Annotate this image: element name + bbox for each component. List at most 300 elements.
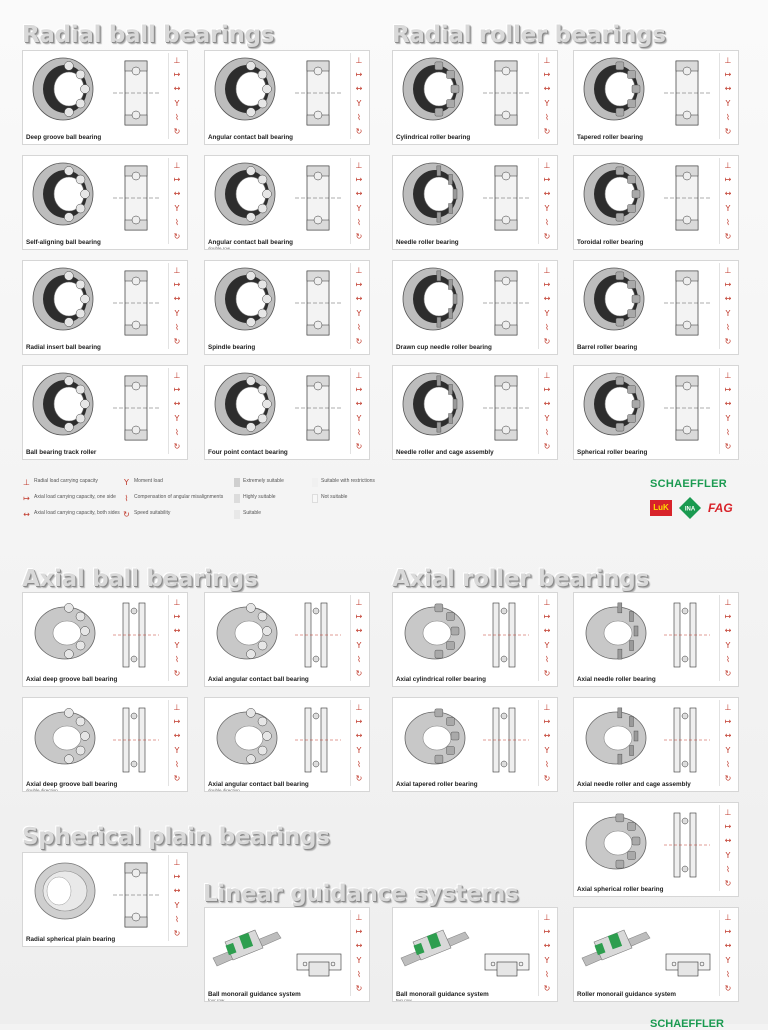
axial-load-one-icon: ↦ <box>543 279 551 289</box>
bearing-card <box>392 592 558 687</box>
speed-icon: ↻ <box>724 879 732 889</box>
radial-load-icon: ⊥ <box>173 265 181 275</box>
moment-icon: Y <box>356 413 362 423</box>
bearing-cross-section <box>291 599 347 671</box>
section-title-axial-ball: Axial ball bearings <box>22 566 258 592</box>
radial-load-icon: ⊥ <box>173 597 181 607</box>
suitability-icons <box>350 368 367 454</box>
speed-icon: ↻ <box>355 984 363 994</box>
bearing-label: Spindle bearing <box>208 344 256 351</box>
bearing-cross-section <box>660 372 716 444</box>
moment-icon: Y <box>174 745 180 755</box>
axial-load-both-icon: ↔ <box>355 731 363 741</box>
moment-icon: Y <box>725 308 731 318</box>
bearing-label: Four point contact bearing <box>208 449 288 456</box>
bearing-label: Spherical roller bearing <box>577 449 648 456</box>
bearing-label: Needle roller and cage assembly <box>396 449 494 456</box>
radial-load-icon: ⊥ <box>355 912 363 922</box>
legend-extremely: Extremely suitable <box>234 478 344 487</box>
bearing-photo <box>399 370 471 438</box>
speed-icon: ↻ <box>543 774 551 784</box>
axial-load-both-icon: ↔ <box>724 189 732 199</box>
bearing-card <box>22 697 188 792</box>
misalignment-icon: ⌇ <box>726 759 730 769</box>
bearing-label: Cylindrical roller bearing <box>396 134 471 141</box>
suitability-icons <box>538 53 555 139</box>
axial-load-one-icon: ↦ <box>724 384 732 394</box>
bearing-card <box>573 592 739 687</box>
axial-load-one-icon: ↦ <box>543 384 551 394</box>
bearing-photo <box>399 912 471 980</box>
axial-load-both-icon: ↔ <box>355 399 363 409</box>
bearing-photo <box>580 597 652 665</box>
bearing-cross-section <box>660 599 716 671</box>
bearing-label: Self-aligning ball bearing <box>26 239 101 246</box>
legend <box>22 476 382 526</box>
radial-load-icon: ⊥ <box>724 265 732 275</box>
bearing-label: Tapered roller bearing <box>577 134 644 141</box>
moment-icon: Y <box>544 745 550 755</box>
axial-load-both-icon: ↔ <box>724 294 732 304</box>
moment-icon: Y <box>725 850 731 860</box>
misalignment-icon: ⌇ <box>175 217 179 227</box>
suitability-icons <box>719 700 736 786</box>
radial-load-icon: ⊥ <box>724 702 732 712</box>
suitability-icons <box>168 855 185 941</box>
suitability-icons <box>719 263 736 349</box>
bearing-cross-section <box>479 704 535 776</box>
bearing-sublabel: double row <box>208 246 231 250</box>
suitability-icons <box>538 158 555 244</box>
bearing-cross-section <box>109 162 165 234</box>
brand-logos <box>650 496 733 520</box>
bearing-card <box>22 852 188 947</box>
swatch-restrictions <box>312 478 318 487</box>
axial-load-both-icon: ↔ <box>543 189 551 199</box>
bearing-cross-section <box>479 372 535 444</box>
axial-load-both-icon: ↔ <box>355 84 363 94</box>
axial-load-one-icon: ↦ <box>724 716 732 726</box>
suitability-icons <box>538 595 555 681</box>
radial-load-icon: ⊥ <box>724 912 732 922</box>
radial-load-icon: ⊥ <box>173 370 181 380</box>
axial-load-one-icon: ↦ <box>355 611 363 621</box>
speed-icon: ↻ <box>173 127 181 137</box>
speed-icon: ↻ <box>543 232 551 242</box>
suitability-icons <box>538 910 555 996</box>
bearing-photo <box>211 55 283 123</box>
speed-icon: ↻ <box>355 232 363 242</box>
bearing-card <box>22 50 188 145</box>
bearing-sublabel: double direction <box>208 788 240 792</box>
bearing-label: Ball monorail guidance system <box>396 991 489 998</box>
suitability-icons <box>168 700 185 786</box>
moment-icon: Y <box>174 640 180 650</box>
speed-icon: ↻ <box>724 232 732 242</box>
moment-icon: Y <box>174 203 180 213</box>
axial-load-one-icon: ↦ <box>173 174 181 184</box>
radial-load-icon: ⊥ <box>355 370 363 380</box>
misalignment-icon: ⌇ <box>545 759 549 769</box>
radial-load-icon: ⊥ <box>355 597 363 607</box>
bearing-label: Deep groove ball bearing <box>26 134 102 141</box>
moment-icon: Y <box>725 640 731 650</box>
moment-icon: Y <box>356 745 362 755</box>
moment-icon: Y <box>544 413 550 423</box>
speed-icon: ↻ <box>355 337 363 347</box>
bearing-photo <box>211 265 283 333</box>
misalignment-icon: ⌇ <box>545 427 549 437</box>
misalignment-icon: ⌇ <box>175 322 179 332</box>
bearing-photo <box>399 55 471 123</box>
misalignment-icon: ⌇ <box>175 759 179 769</box>
bearing-cross-section <box>291 914 347 986</box>
bearing-sublabel: four row <box>208 998 225 1002</box>
section-title-axial-roller: Axial roller bearings <box>392 566 649 592</box>
speed-icon: ↻ <box>543 984 551 994</box>
bearing-photo <box>211 370 283 438</box>
moment-icon: Y <box>725 413 731 423</box>
speed-icon: ↻ <box>355 669 363 679</box>
bearing-label: Toroidal roller bearing <box>577 239 644 246</box>
legend-speed: ↻ Speed suitability <box>123 510 171 519</box>
bearing-label: Ball monorail guidance system <box>208 991 301 998</box>
suitability-icons <box>719 595 736 681</box>
bearing-photo <box>29 370 101 438</box>
bearing-photo <box>29 702 101 770</box>
axial-load-one-icon: ↦ <box>724 279 732 289</box>
bearing-card <box>573 365 739 460</box>
radial-load-icon: ⊥ <box>173 857 181 867</box>
bearing-label: Barrel roller bearing <box>577 344 638 351</box>
axial-load-one-icon: ↦ <box>355 69 363 79</box>
bearing-card <box>573 697 739 792</box>
speed-icon: ↻ <box>543 337 551 347</box>
bearing-cross-section <box>291 162 347 234</box>
svg-text:INA: INA <box>684 506 696 513</box>
moment-icon: Y <box>725 203 731 213</box>
bearing-sublabel: double direction <box>26 788 58 792</box>
section-title-spherical-plain: Spherical plain bearings <box>22 824 330 850</box>
bearing-cross-section <box>479 267 535 339</box>
bearing-card <box>573 50 739 145</box>
misalignment-icon: ⌇ <box>726 322 730 332</box>
suitability-icons <box>719 158 736 244</box>
radial-load-icon: ⊥ <box>543 912 551 922</box>
bearing-card <box>392 365 558 460</box>
bearing-card <box>22 155 188 250</box>
axial-load-one-icon: ↦ <box>355 926 363 936</box>
axial-load-both-icon: ↔ <box>543 626 551 636</box>
bearing-card <box>22 260 188 355</box>
bearing-label: Axial angular contact ball bearing <box>208 781 309 788</box>
misalignment-icon: ⌇ <box>726 864 730 874</box>
bearing-cross-section <box>291 372 347 444</box>
bearing-label: Roller monorail guidance system <box>577 991 677 998</box>
axial-load-both-icon: ↔ <box>543 294 551 304</box>
bearing-card <box>204 907 370 1002</box>
misalignment-icon: ⌇ <box>357 759 361 769</box>
misalignment-icon: ⌇ <box>726 427 730 437</box>
bearing-cross-section <box>660 704 716 776</box>
radial-load-icon: ⊥ <box>724 597 732 607</box>
axial-load-both-icon: ↔ <box>355 941 363 951</box>
moment-icon: Y <box>356 203 362 213</box>
axial-load-one-icon: ↦ <box>173 871 181 881</box>
bearing-card <box>204 592 370 687</box>
misalignment-icon: ⌇ <box>175 914 179 924</box>
ina-logo <box>678 496 702 520</box>
bearing-cross-section <box>479 599 535 671</box>
axial-load-both-icon: ↔ <box>724 626 732 636</box>
radial-load-icon: ⊥ <box>543 160 551 170</box>
section-title-radial-roller: Radial roller bearings <box>392 22 666 48</box>
axial-load-both-icon: ↔ <box>173 626 181 636</box>
legend-axial-both: ↔ Axial load carrying capacity, both sides <box>23 510 120 519</box>
speed-icon: ↻ <box>355 442 363 452</box>
speed-icon: ↻ <box>173 669 181 679</box>
axial-load-one-icon: ↦ <box>543 716 551 726</box>
swatch-not <box>312 494 318 503</box>
axial-load-both-icon: ↔ <box>543 84 551 94</box>
axial-load-one-icon: ↦ <box>173 279 181 289</box>
moment-icon: Y <box>725 745 731 755</box>
misalignment-icon: ⌇ <box>545 654 549 664</box>
suitability-icons <box>538 263 555 349</box>
speed-icon: ↻ <box>543 127 551 137</box>
bearing-photo <box>399 702 471 770</box>
axial-load-both-icon: ↔ <box>724 84 732 94</box>
bearing-photo <box>580 807 652 875</box>
bearing-photo <box>580 912 652 980</box>
swatch-extremely <box>234 478 240 487</box>
bearing-photo <box>580 265 652 333</box>
suitability-icons <box>168 368 185 454</box>
legend-restrictions: Suitable with restrictions <box>312 478 422 487</box>
suitability-icons <box>719 805 736 891</box>
misalignment-icon: ⌇ <box>175 654 179 664</box>
moment-icon: Y <box>124 478 129 487</box>
speed-icon: ↻ <box>173 774 181 784</box>
suitability-icons <box>719 53 736 139</box>
bearing-photo <box>211 912 283 980</box>
legend-compensation: ⌇ Compensation of angular misalignments <box>122 494 232 503</box>
bearing-label: Axial cylindrical roller bearing <box>396 676 486 683</box>
axial-load-both-icon: ↔ <box>173 84 181 94</box>
bearing-label: Axial spherical roller bearing <box>577 886 664 893</box>
suitability-icons <box>168 595 185 681</box>
bearing-card <box>392 260 558 355</box>
bearing-photo <box>399 265 471 333</box>
speed-icon: ↻ <box>173 232 181 242</box>
moment-icon: Y <box>544 955 550 965</box>
misalignment-icon: ⌇ <box>726 654 730 664</box>
radial-load-icon: ⊥ <box>724 160 732 170</box>
speed-icon: ↻ <box>724 442 732 452</box>
bearing-label: Axial tapered roller bearing <box>396 781 478 788</box>
axial-load-one-icon: ↦ <box>724 821 732 831</box>
axial-load-both-icon: ↔ <box>724 731 732 741</box>
bearing-photo <box>29 265 101 333</box>
bearing-card <box>204 155 370 250</box>
misalignment-icon: ⌇ <box>726 969 730 979</box>
bearing-photo <box>29 55 101 123</box>
misalignment-icon: ⌇ <box>357 969 361 979</box>
bearing-card <box>22 592 188 687</box>
axial-load-both-icon: ↔ <box>724 836 732 846</box>
moment-icon: Y <box>174 413 180 423</box>
bearing-cross-section <box>109 57 165 129</box>
radial-load-icon: ⊥ <box>23 478 30 487</box>
axial-load-both-icon: ↔ <box>724 399 732 409</box>
bearing-card <box>392 907 558 1002</box>
misalignment-icon: ⌇ <box>545 112 549 122</box>
axial-load-both-icon: ↔ <box>355 189 363 199</box>
radial-load-icon: ⊥ <box>173 55 181 65</box>
bearing-photo <box>29 160 101 228</box>
moment-icon: Y <box>544 203 550 213</box>
moment-icon: Y <box>356 640 362 650</box>
luk-logo: LuK <box>650 500 672 516</box>
moment-icon: Y <box>356 308 362 318</box>
bearing-photo <box>580 702 652 770</box>
moment-icon: Y <box>174 308 180 318</box>
bearing-photo <box>399 597 471 665</box>
legend-axial-one: ↦ Axial load carrying capacity, one side <box>23 494 116 503</box>
suitability-icons <box>350 910 367 996</box>
suitability-icons <box>719 368 736 454</box>
fag-logo: FAG <box>708 501 733 515</box>
moment-icon: Y <box>544 98 550 108</box>
swatch-suitable <box>234 510 240 519</box>
radial-load-icon: ⊥ <box>724 807 732 817</box>
bearing-card <box>573 260 739 355</box>
suitability-icons <box>350 263 367 349</box>
radial-load-icon: ⊥ <box>543 597 551 607</box>
bearing-cross-section <box>479 914 535 986</box>
legend-highly: Highly suitable <box>234 494 344 503</box>
bearing-label: Axial deep groove ball bearing <box>26 676 118 683</box>
axial-load-both-icon: ↔ <box>173 886 181 896</box>
radial-load-icon: ⊥ <box>543 265 551 275</box>
radial-load-icon: ⊥ <box>355 160 363 170</box>
swatch-highly <box>234 494 240 503</box>
bearing-card <box>573 155 739 250</box>
axial-load-both-icon: ↔ <box>23 510 30 519</box>
bearing-cross-section <box>291 704 347 776</box>
axial-load-one-icon: ↦ <box>355 174 363 184</box>
bearing-cross-section <box>109 599 165 671</box>
speed-icon: ↻ <box>724 127 732 137</box>
speed-icon: ↻ <box>543 442 551 452</box>
suitability-icons <box>350 700 367 786</box>
section-title-linear: Linear guidance systems <box>203 881 519 907</box>
bearing-label: Drawn cup needle roller bearing <box>396 344 492 351</box>
bearing-cross-section <box>660 914 716 986</box>
legend-radial: ⊥ Radial load carrying capacity <box>23 478 98 487</box>
radial-load-icon: ⊥ <box>173 702 181 712</box>
bearing-cross-section <box>660 57 716 129</box>
suitability-icons <box>538 368 555 454</box>
bearing-cross-section <box>479 57 535 129</box>
bearing-cross-section <box>109 267 165 339</box>
speed-icon: ↻ <box>173 442 181 452</box>
bearing-card <box>392 697 558 792</box>
axial-load-both-icon: ↔ <box>724 941 732 951</box>
misalignment-icon: ⌇ <box>124 494 129 503</box>
speed-icon: ↻ <box>724 984 732 994</box>
bearing-card <box>573 802 739 897</box>
speed-icon: ↻ <box>543 669 551 679</box>
bearing-label: Angular contact ball bearing <box>208 239 294 246</box>
axial-load-both-icon: ↔ <box>173 294 181 304</box>
axial-load-one-icon: ↦ <box>355 716 363 726</box>
misalignment-icon: ⌇ <box>357 654 361 664</box>
radial-load-icon: ⊥ <box>543 702 551 712</box>
misalignment-icon: ⌇ <box>726 112 730 122</box>
suitability-icons <box>350 595 367 681</box>
axial-load-one-icon: ↦ <box>543 611 551 621</box>
bearing-label: Axial deep groove ball bearing <box>26 781 118 788</box>
axial-load-one-icon: ↦ <box>543 174 551 184</box>
axial-load-one-icon: ↦ <box>724 611 732 621</box>
bearing-photo <box>211 160 283 228</box>
axial-load-both-icon: ↔ <box>173 399 181 409</box>
speed-icon: ↻ <box>724 669 732 679</box>
misalignment-icon: ⌇ <box>175 112 179 122</box>
bearing-cross-section <box>109 704 165 776</box>
speed-icon: ↻ <box>173 929 181 939</box>
misalignment-icon: ⌇ <box>357 427 361 437</box>
bearing-label: Radial insert ball bearing <box>26 344 101 351</box>
bearing-card <box>204 697 370 792</box>
bearing-photo <box>399 160 471 228</box>
axial-load-one-icon: ↦ <box>173 384 181 394</box>
bearing-photo <box>211 597 283 665</box>
legend-not: Not suitable <box>312 494 422 503</box>
bearing-card <box>392 50 558 145</box>
axial-load-one-icon: ↦ <box>23 494 30 503</box>
bearing-cross-section <box>291 267 347 339</box>
misalignment-icon: ⌇ <box>357 112 361 122</box>
moment-icon: Y <box>174 900 180 910</box>
misalignment-icon: ⌇ <box>357 217 361 227</box>
axial-load-one-icon: ↦ <box>355 279 363 289</box>
axial-load-both-icon: ↔ <box>543 731 551 741</box>
bearing-photo <box>29 597 101 665</box>
bearing-card <box>573 907 739 1002</box>
axial-load-one-icon: ↦ <box>543 69 551 79</box>
suitability-icons <box>350 158 367 244</box>
bearing-photo <box>580 370 652 438</box>
axial-load-one-icon: ↦ <box>543 926 551 936</box>
schaeffler-logo-bottom: SCHAEFFLER <box>650 1018 724 1030</box>
bearing-photo <box>580 160 652 228</box>
radial-load-icon: ⊥ <box>355 702 363 712</box>
bearing-card <box>204 260 370 355</box>
misalignment-icon: ⌇ <box>545 969 549 979</box>
suitability-icons <box>538 700 555 786</box>
moment-icon: Y <box>725 955 731 965</box>
legend-moment: Y Moment load <box>122 478 232 487</box>
axial-load-both-icon: ↔ <box>543 399 551 409</box>
bearing-card <box>204 50 370 145</box>
moment-icon: Y <box>544 640 550 650</box>
radial-load-icon: ⊥ <box>355 55 363 65</box>
radial-load-icon: ⊥ <box>355 265 363 275</box>
bearing-label: Axial angular contact ball bearing <box>208 676 309 683</box>
axial-load-one-icon: ↦ <box>724 174 732 184</box>
